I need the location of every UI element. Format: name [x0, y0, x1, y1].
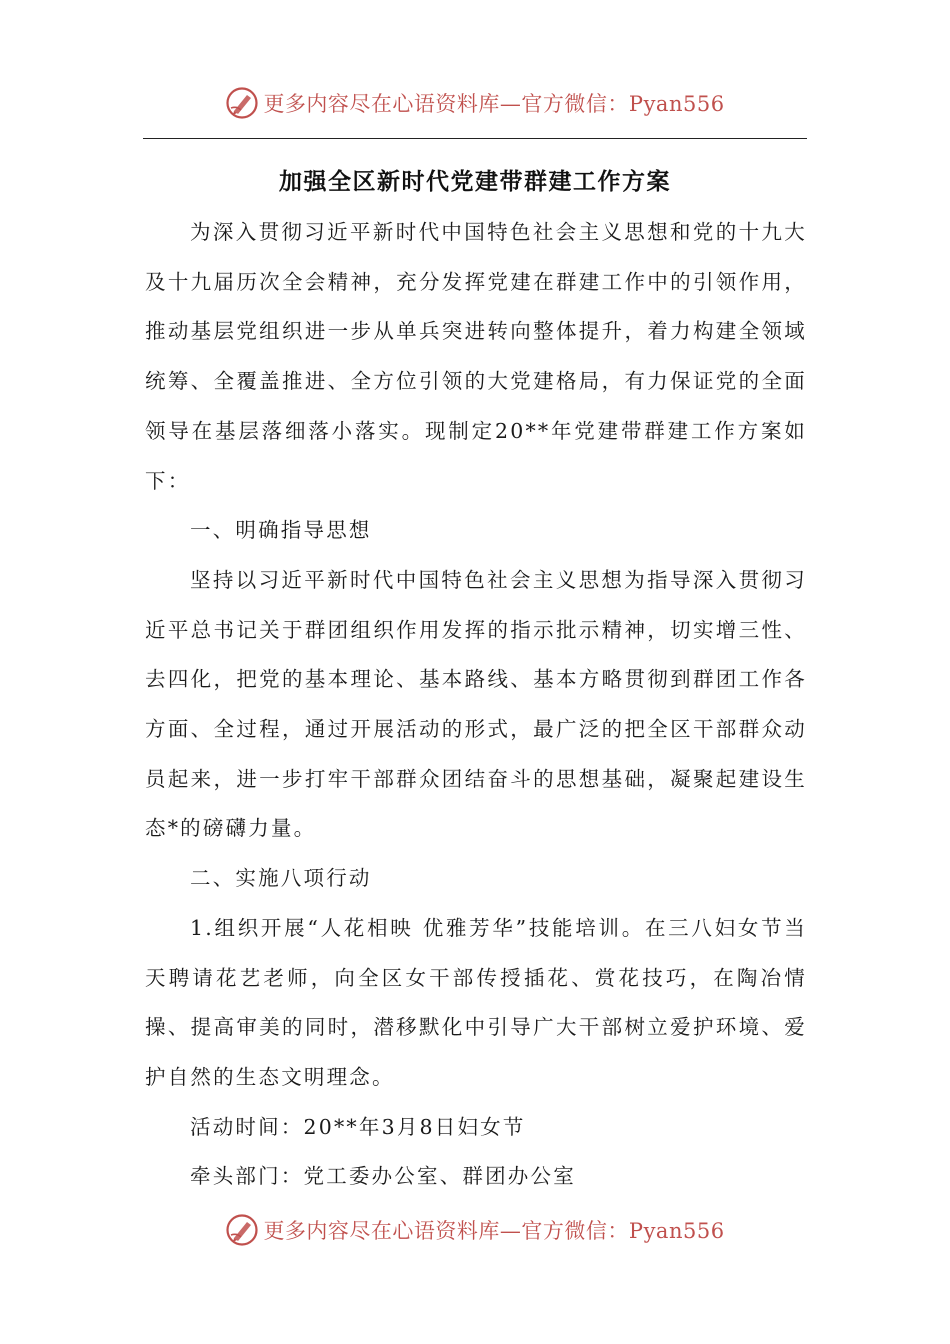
section-heading-guiding-ideology: 一、明确指导思想 — [190, 518, 372, 543]
intro-paragraph: 为深入贯彻习近平新时代中国特色社会主义思想和党的十九大及十九届历次全会精神，充分发挥党建在群建工作中的引领作用，推动基层党组织进一步从单兵突进转向整体提升，着力构建全领域统筹、全覆盖推进、全方位引领的大党建格局，有力保证党的全面领导在基层落细落小落实。现制定20**年党建带群建工作方案如下： — [145, 220, 807, 493]
document-title: 加强全区新时代党建带群建工作方案 — [279, 169, 671, 195]
header-watermark-banner — [0, 81, 950, 125]
lead-department-line: 牵头部门：党工委办公室、群团办公室 — [190, 1164, 576, 1189]
guiding-ideology-paragraph: 坚持以习近平新时代中国特色社会主义思想为指导深入贯彻习近平总书记关于群团组织作用发挥的指示批示精神，切实增三性、去四化，把党的基本理论、基本路线、基本方略贯彻到群团工作各方面、全过程，通过开展活动的形式，最广泛的把全区干部群众动员起来，进一步打牢干部群众团结奋斗的思想基础，凝聚起建设生态*的磅礴力量。 — [145, 567, 807, 841]
pen-seal-logo-icon — [225, 86, 259, 120]
watermark-text: 更多内容尽在心语资料库—官方微信：Pyan556 — [263, 1219, 725, 1243]
section-heading-eight-actions: 二、实施八项行动 — [190, 866, 372, 891]
header-divider — [143, 138, 807, 139]
footer-watermark-banner — [0, 1208, 950, 1252]
activity-time-line: 活动时间：20**年3月8日妇女节 — [190, 1114, 526, 1139]
watermark-text: 更多内容尽在心语资料库—官方微信：Pyan556 — [263, 92, 725, 116]
action-item-1-paragraph: 1.组织开展“人花相映 优雅芳华”技能培训。在三八妇女节当天聘请花艺老师，向全区女干部传授插花、赏花技巧，在陶冶情操、提高审美的同时，潜移默化中引导广大干部树立爱护环境、爱护自然的生态文明理念。 — [145, 915, 807, 1089]
pen-seal-logo-icon — [225, 1213, 259, 1247]
document-body — [145, 208, 807, 1202]
